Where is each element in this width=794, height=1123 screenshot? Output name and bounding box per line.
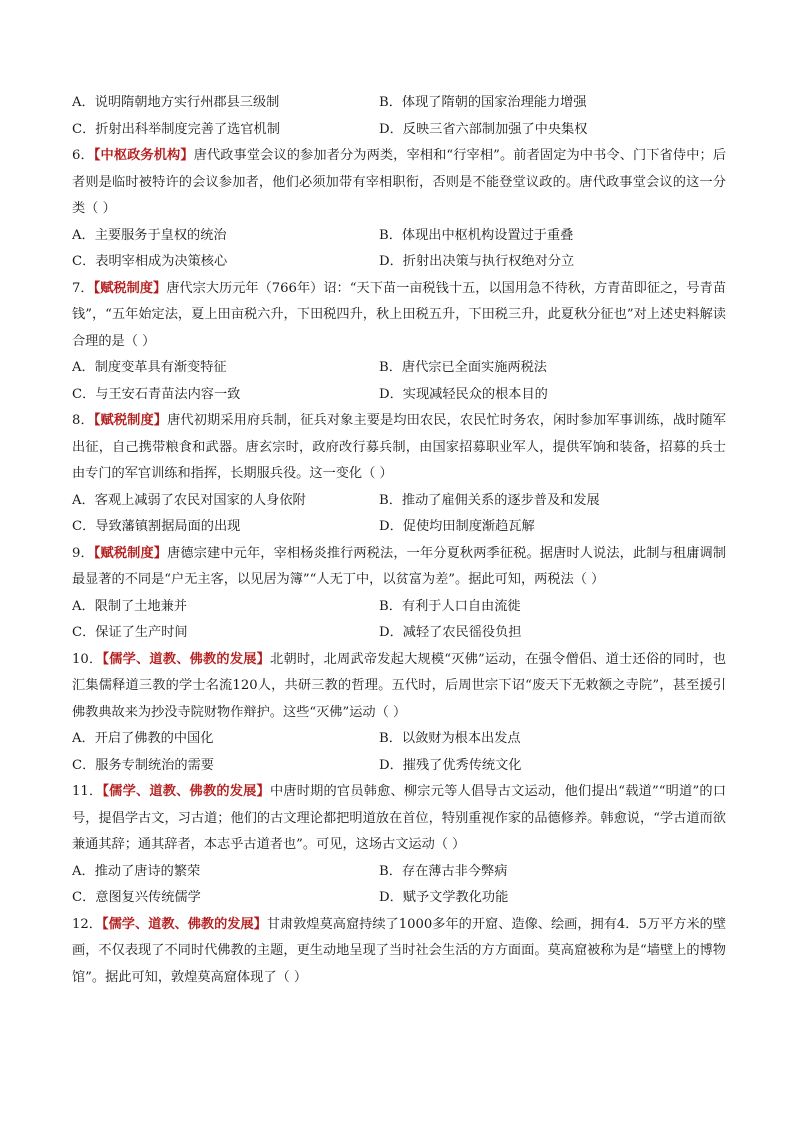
option-d: D．折射出决策与执行权绝对分立 <box>379 254 575 269</box>
question-number: 6． <box>72 148 94 163</box>
question-number: 8． <box>72 413 94 428</box>
option-b: B．存在薄古非今弊病 <box>379 863 508 879</box>
option-a: A．推动了唐诗的繁荣 <box>72 863 201 879</box>
option-a: A．限制了土地兼并 <box>72 598 188 614</box>
question-stem: 甘肃敦煌莫高窟持续了1000多年的开窟、造像、绘画，拥有4．5万平方米的壁画，不仅表现了不同时代佛教的主题，更生动地呈现了当时社会生活的方方面面。莫高窟被称为是“墙壁上的博物馆”。据此可知，敦煌莫高窟体现了（ ） <box>72 916 727 985</box>
option-d: D．摧残了优秀传统文化 <box>379 757 522 773</box>
option-a: A．说明隋朝地方实行州郡县三级制 <box>72 95 280 110</box>
option-d: D．实现减轻民众的根本目的 <box>379 386 548 402</box>
topic-tag: 【赋税制度】 <box>93 280 167 296</box>
question-stem: 中唐时期的官员韩愈、柳宗元等人倡导古文运动，他们提出“载道”“明道”的口号，提倡学古文，习古道；他们的古文理论都把明道放在首位，特别重视作家的品德修养。韩愈说，“学古道而欲兼通其辞；通其辞者，本志乎古道者也”。可见，这场古文运动（ ） <box>72 784 727 852</box>
topic-tag: 【儒学、道教、佛教的发展】 <box>102 784 270 799</box>
option-d: D．促使均田制度渐趋瓦解 <box>379 519 535 534</box>
option-b: B．唐代宗已全面实施两税法 <box>379 360 547 375</box>
question-stem: 唐德宗建中元年，宰相杨炎推行两税法，一年分夏秋两季征税。据唐时人说法，此制与租庸调制最显著的不同是“户无主客，以见居为簿”“人无丁中，以贫富为差”。据此可知，两税法（ ） <box>72 545 726 587</box>
question-number: 7． <box>72 280 94 296</box>
question-number: 9． <box>72 545 94 561</box>
question-6 <box>72 143 726 223</box>
question-11-options <box>72 859 726 912</box>
option-c: C．表明宰相成为决策核心 <box>72 254 228 269</box>
topic-tag: 【赋税制度】 <box>93 545 168 561</box>
question-stem: 唐代宗大历元年（766年）诏：“天下苗一亩税钱十五，以国用急不待秋，方青苗即征之，号青苗钱”，“五年始定法，夏上田亩税六升，下田税四升，秋上田税五升，下田税三升，此夏秋分征也”对上述史料解读合理的是（ ） <box>72 280 727 349</box>
option-c: C．保证了生产时间 <box>72 625 188 640</box>
question-8 <box>72 408 726 488</box>
question-9-options <box>72 594 726 647</box>
option-c: C．服务专制统治的需要 <box>72 757 214 773</box>
option-b: B．体现出中枢机构设置过于重叠 <box>379 227 574 243</box>
question-10-options <box>72 726 726 779</box>
question-number: 12． <box>72 916 102 932</box>
topic-tag: 【儒学、道教、佛教的发展】 <box>101 916 267 932</box>
option-d: D．反映三省六部制加强了中央集权 <box>379 121 588 137</box>
question-7-options <box>72 355 726 408</box>
question-10 <box>72 647 726 727</box>
question-6-options <box>72 223 726 276</box>
topic-tag: 【赋税制度】 <box>93 413 168 428</box>
question-8-options <box>72 488 726 541</box>
option-c: C．与王安石青苗法内容一致 <box>72 386 241 402</box>
question-11 <box>72 779 726 859</box>
option-c: C．导致藩镇割据局面的出现 <box>72 519 241 534</box>
option-a: A．开启了佛教的中国化 <box>72 731 214 746</box>
prev-question-options <box>72 90 726 143</box>
topic-tag: 【中枢政务机构】 <box>93 148 194 163</box>
question-list <box>72 90 726 991</box>
question-stem: 北朝时，北周武帝发起大规模“灭佛”运动，在强令僧侣、道士还俗的同时，也汇集儒释道三教的学士名流120人，共研三教的哲理。五代时，后周世宗下诏“废天下无敕额之寺院”，甚至援引佛教典故来为抄没寺院财物作辩护。这些“灭佛”运动（ ） <box>72 651 727 720</box>
option-a: A．主要服务于皇权的统治 <box>72 227 227 243</box>
option-d: D．赋予文学教化功能 <box>379 890 509 905</box>
question-12 <box>72 912 726 992</box>
option-a: A．制度变革具有渐变特征 <box>72 360 227 375</box>
option-b: B．有利于人口自由流徙 <box>379 598 521 614</box>
question-number: 11． <box>72 784 103 799</box>
question-number: 10． <box>72 651 103 667</box>
option-b: B．推动了雇佣关系的逐步普及和发展 <box>379 492 600 508</box>
question-7 <box>72 276 726 356</box>
option-d: D．减轻了农民徭役负担 <box>379 625 522 640</box>
option-c: C．折射出科举制度完善了选官机制 <box>72 121 280 137</box>
topic-tag: 【儒学、道教、佛教的发展】 <box>102 651 271 667</box>
option-b: B．以敛财为根本出发点 <box>379 731 521 746</box>
option-b: B．体现了隋朝的国家治理能力增强 <box>379 95 587 110</box>
question-9 <box>72 541 726 594</box>
option-a: A．客观上减弱了农民对国家的人身依附 <box>72 492 306 508</box>
question-stem: 唐代政事堂会议的参加者分为两类，宰相和“行宰相”。前者固定为中书令、门下省侍中；后者则是临时被特许的会议参加者，他们必须加带有宰相职衔，否则是不能登堂议政的。唐代政事堂会议的这一分类（ ） <box>72 148 727 216</box>
option-c: C．意图复兴传统儒学 <box>72 890 201 905</box>
question-stem: 唐代初期采用府兵制，征兵对象主要是均田农民，农民忙时务农，闲时参加军事训练，战时随军出征，自己携带粮食和武器。唐玄宗时，政府改行募兵制，由国家招募职业军人，提供军饷和装备，招募的兵士由专门的军官训练和指挥，长期服兵役。这一变化（ ） <box>72 413 726 481</box>
